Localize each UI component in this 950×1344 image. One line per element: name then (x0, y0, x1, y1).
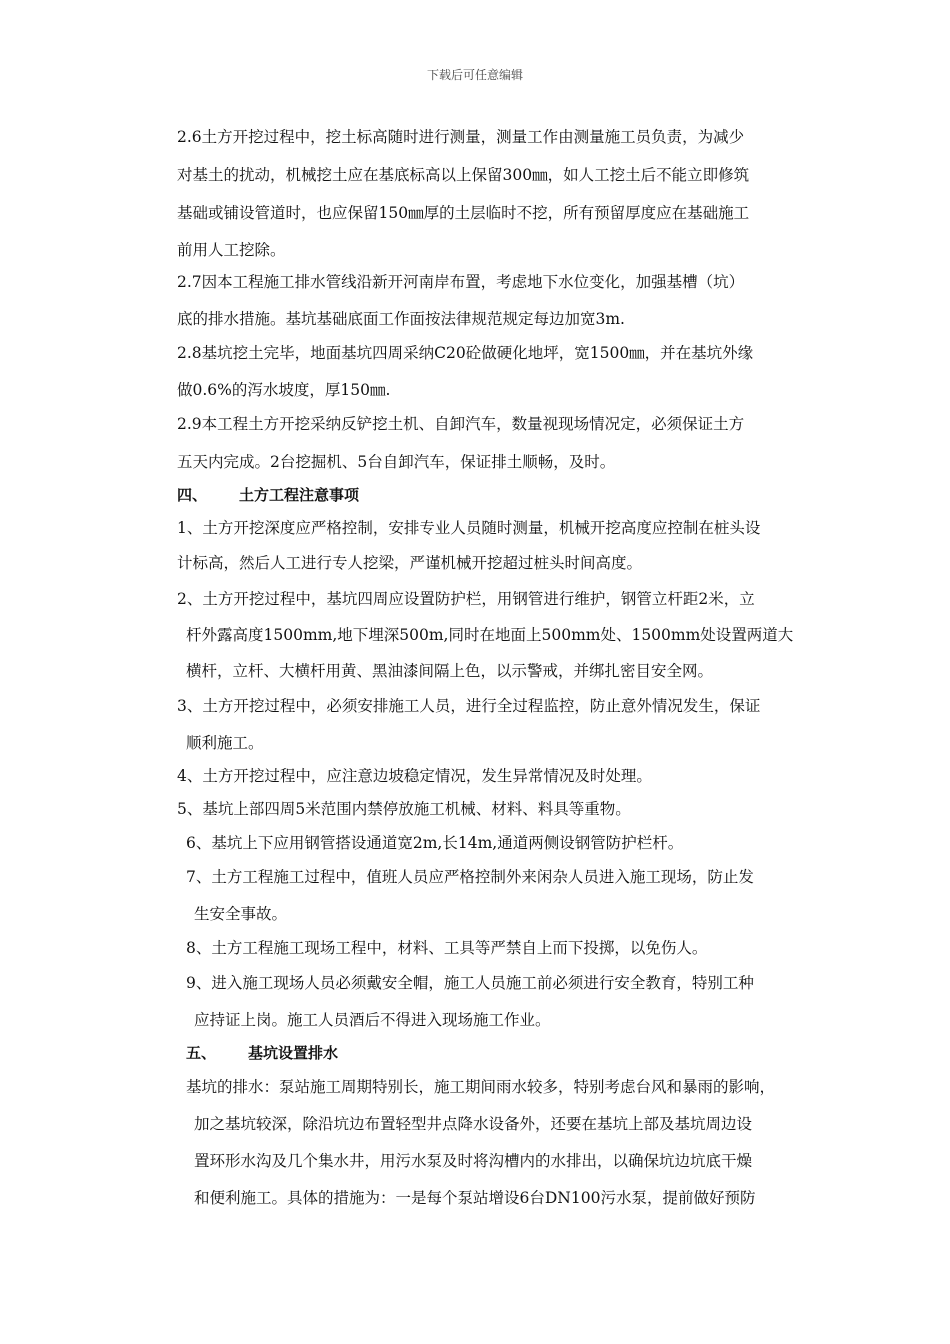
list-item-line: 计标高，然后人工进行专人挖梁，严谨机械开挖超过桩头时间高度。 (177, 554, 643, 572)
list-item-line: 4、土方开挖过程中，应注意边坡稳定情况，发生异常情况及时处理。 (177, 767, 652, 785)
list-item-line: 应持证上岗。施工人员酒后不得进入现场施工作业。 (194, 1011, 551, 1029)
paragraph-line: 做0.6%的泻水坡度，厚150㎜. (177, 381, 391, 399)
list-item-line: 3、土方开挖过程中，必须安排施工人员，进行全过程监控，防止意外情况发生，保证 (177, 697, 761, 715)
section-title: 土方工程注意事项 (239, 486, 360, 504)
section-heading-5 (186, 1043, 338, 1063)
list-item-line: 1、土方开挖深度应严格控制，安排专业人员随时测量，机械开挖高度应控制在桩头设 (177, 519, 761, 537)
list-item-line: 杆外露高度1500mm,地下埋深500m,同时在地面上500mm处、1500mm处设置两道大 (186, 626, 794, 644)
paragraph-line: 2.7因本工程施工排水管线沿新开河南岸布置，考虑地下水位变化，加强基槽（坑） (177, 273, 745, 291)
list-item-line: 生安全事故。 (194, 905, 288, 923)
paragraph-line: 置环形水沟及几个集水井，用污水泵及时将沟槽内的水排出，以确保坑边坑底干燥 (194, 1152, 753, 1170)
paragraph-line: 前用人工挖除。 (177, 241, 286, 259)
paragraph-line: 2.8基坑挖土完毕，地面基坑四周采纳C20砼做硬化地坪，宽1500㎜，并在基坑外缘 (177, 344, 754, 362)
list-item-line: 顺利施工。 (186, 734, 264, 752)
paragraph-line: 2.9本工程土方开挖采纳反铲挖土机、自卸汽车，数量视现场情况定，必须保证土方 (177, 415, 745, 433)
list-item-line: 6、基坑上下应用钢管搭设通道宽2m,长14m,通道两侧设钢管防护栏杆。 (186, 834, 684, 852)
list-item-line: 7、土方工程施工过程中，值班人员应严格控制外来闲杂人员进入施工现场，防止发 (186, 868, 754, 886)
list-item-line: 8、土方工程施工现场工程中，材料、工具等严禁自上而下投掷，以免伤人。 (186, 939, 708, 957)
section-number: 四、 (177, 486, 208, 504)
paragraph-line: 对基土的扰动，机械挖土应在基底标高以上保留300㎜，如人工挖土后不能立即修筑 (177, 166, 750, 184)
section-heading-4 (177, 485, 359, 505)
paragraph-line: 基础或铺设管道时，也应保留150㎜厚的土层临时不挖，所有预留厚度应在基础施工 (177, 204, 750, 222)
page-header: 下载后可任意编辑 (426, 68, 523, 82)
paragraph-line: 五天内完成。2台挖掘机、5台自卸汽车，保证排土顺畅，及时。 (177, 453, 616, 471)
list-item-line: 5、基坑上部四周5米范围内禁停放施工机械、材料、料具等重物。 (177, 800, 631, 818)
list-item-line: 横杆，立杆、大横杆用黄、黑油漆间隔上色，以示警戒，并绑扎密目安全网。 (186, 662, 714, 680)
paragraph-line: 加之基坑较深，除沿坑边布置轻型井点降水设备外，还要在基坑上部及基坑周边设 (194, 1115, 753, 1133)
section-title: 基坑设置排水 (248, 1044, 339, 1062)
list-item-line: 2、土方开挖过程中，基坑四周应设置防护栏，用钢管进行维护，钢管立杆距2米，立 (177, 590, 755, 608)
paragraph-line: 基坑的排水：泵站施工周期特别长，施工期间雨水较多，特别考虑台风和暴雨的影响， (186, 1078, 776, 1096)
paragraph-line: 底的排水措施。基坑基础底面工作面按法律规范规定每边加宽3m. (177, 310, 625, 328)
list-item-line: 9、进入施工现场人员必须戴安全帽，施工人员施工前必须进行安全教育，特别工种 (186, 974, 754, 992)
paragraph-line: 2.6土方开挖过程中，挖土标高随时进行测量，测量工作由测量施工员负责，为减少 (177, 128, 745, 146)
section-number: 五、 (186, 1044, 217, 1062)
paragraph-line: 和便利施工。具体的措施为：一是每个泵站增设6台DN100污水泵，提前做好预防 (194, 1189, 756, 1207)
